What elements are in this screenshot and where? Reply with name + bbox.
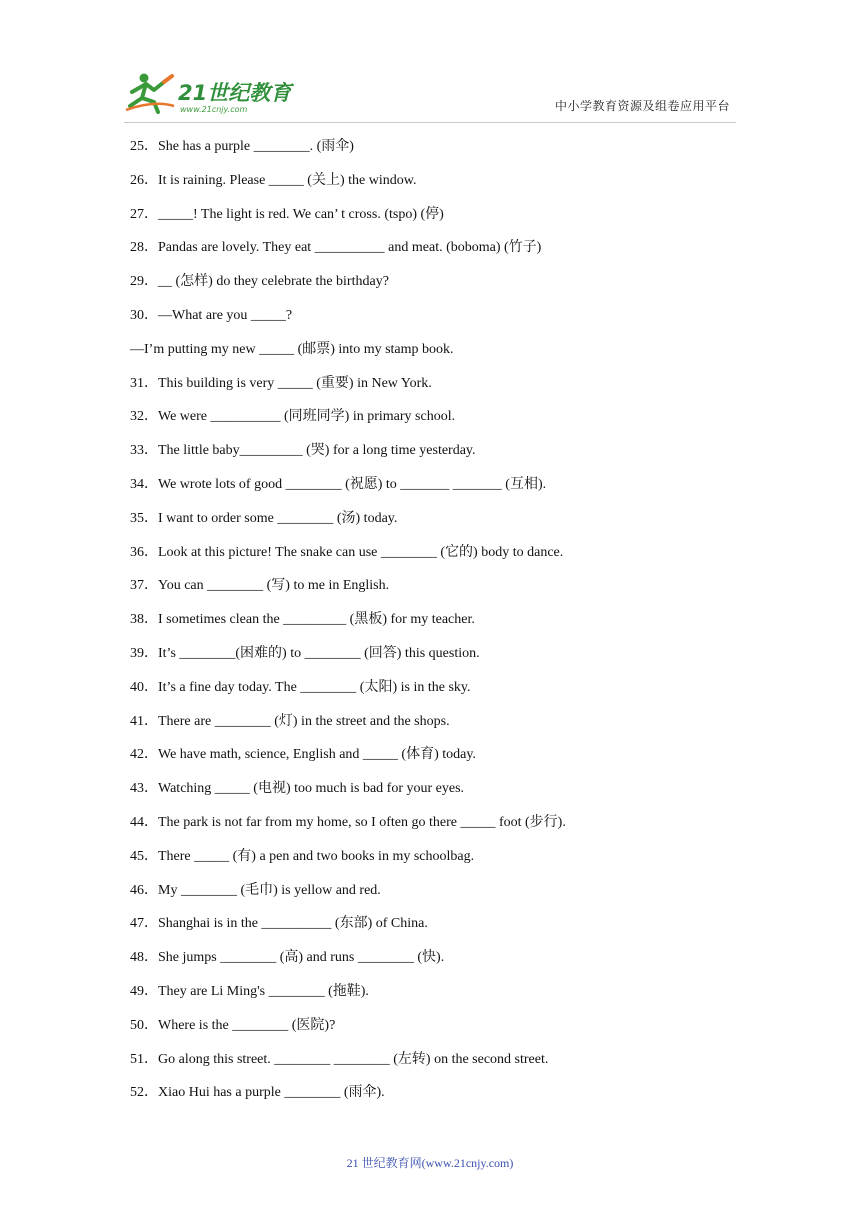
question-item: [130, 373, 740, 407]
question-item: [130, 136, 740, 170]
question-number: 51．: [130, 1051, 158, 1067]
question-text: There are ________ (灯) in the street and the shops.: [158, 713, 450, 729]
question-text: It’s a fine day today. The ________ (太阳) is in the sky.: [158, 679, 471, 695]
question-number: 25．: [130, 139, 158, 154]
question-number: 27．: [130, 206, 158, 222]
question-text: Go along this street. ________ ________ (左转) on the second street.: [158, 1051, 549, 1067]
question-number: 31．: [130, 375, 158, 391]
question-item: [130, 711, 740, 745]
question-item: [130, 237, 740, 271]
question-text: There _____ (有) a pen and two books in my schoolbag.: [158, 848, 475, 864]
question-item: [130, 474, 740, 508]
question-item: [130, 981, 740, 1015]
question-text: Where is the ________ (医院)?: [158, 1017, 336, 1033]
question-number: 34．: [130, 476, 158, 492]
question-item: [130, 643, 740, 677]
question-text: _____! The light is red. We can’ t cross. (tspo) (停): [158, 206, 444, 222]
question-text: Shanghai is in the __________ (东部) of China.: [158, 916, 428, 932]
site-logo: [124, 70, 294, 116]
question-text: This building is very _____ (重要) in New York.: [158, 375, 432, 391]
question-text: Xiao Hui has a purple ________ (雨伞).: [158, 1085, 385, 1101]
question-text: Watching _____ (电视) too much is bad for your eyes.: [158, 781, 465, 797]
question-text: My ________ (毛巾) is yellow and red.: [158, 882, 381, 898]
question-continuation: [130, 339, 740, 373]
question-number: 42．: [130, 747, 158, 763]
question-number: 50．: [130, 1017, 158, 1033]
question-text: It is raining. Please _____ (关上) the window.: [158, 172, 417, 188]
question-text: —What are you _____?: [158, 307, 293, 323]
question-number: 39．: [130, 645, 158, 661]
header-divider: [124, 122, 736, 123]
question-text: She jumps ________ (高) and runs ________ (快).: [158, 950, 445, 966]
question-item: [130, 204, 740, 238]
question-number: 43．: [130, 781, 158, 797]
question-text: We have math, science, English and _____ (体育) today.: [158, 747, 476, 763]
question-text: It’s ________(困难的) to ________ (回答) this question.: [158, 645, 480, 661]
question-item: [130, 271, 740, 305]
question-item: [130, 947, 740, 981]
question-number: 49．: [130, 983, 158, 999]
question-item: [130, 846, 740, 880]
question-number: 29．: [130, 274, 158, 290]
question-item: [130, 778, 740, 812]
question-number: 47．: [130, 916, 158, 932]
question-item: [130, 1082, 740, 1116]
question-text: The little baby_________ (哭) for a long time yesterday.: [158, 443, 476, 459]
question-text: I sometimes clean the _________ (黑板) for my teacher.: [158, 612, 475, 628]
question-number: 36．: [130, 544, 158, 560]
question-number: 30．: [130, 307, 158, 323]
question-item: [130, 170, 740, 204]
page-footer: 21 世纪教育网(www.21cnjy.com): [346, 1156, 514, 1170]
question-number: 48．: [130, 950, 158, 966]
question-number: 37．: [130, 578, 158, 594]
question-item: [130, 305, 740, 339]
platform-text: 中小学教育资源及组卷应用平台: [554, 99, 730, 113]
question-number: 28．: [130, 240, 158, 256]
question-item: [130, 542, 740, 576]
question-number: 40．: [130, 679, 158, 695]
question-text: They are Li Ming's ________ (拖鞋).: [158, 983, 369, 999]
question-number: 44．: [130, 814, 158, 830]
question-number: 45．: [130, 848, 158, 864]
svg-text:www.21cnjy.com: www.21cnjy.com: [180, 105, 248, 114]
question-text: —I’m putting my new _____ (邮票) into my stamp book.: [130, 341, 454, 357]
question-text: The park is not far from my home, so I often go there _____ foot (步行).: [158, 814, 566, 830]
question-item: [130, 440, 740, 474]
question-item: [130, 677, 740, 711]
question-item: [130, 508, 740, 542]
question-text: I want to order some ________ (汤) today.: [158, 510, 398, 526]
question-number: 32．: [130, 409, 158, 425]
question-number: 46．: [130, 882, 158, 898]
question-item: [130, 744, 740, 778]
question-item: [130, 812, 740, 846]
question-number: 35．: [130, 510, 158, 526]
question-text: She has a purple ________. (雨伞): [158, 139, 354, 154]
question-number: 52．: [130, 1085, 158, 1101]
svg-text:21世纪教育: 21世纪教育: [178, 81, 292, 105]
question-item: [130, 880, 740, 914]
question-list: [130, 136, 740, 1116]
question-text: Pandas are lovely. They eat __________ and meat. (boboma) (竹子): [158, 240, 542, 256]
question-item: [130, 575, 740, 609]
page-header: [0, 0, 860, 126]
question-text: We were __________ (同班同学) in primary school.: [158, 409, 456, 425]
question-item: [130, 1049, 740, 1083]
question-item: [130, 406, 740, 440]
question-number: 41．: [130, 713, 158, 729]
question-text: Look at this picture! The snake can use ________ (它的) body to dance.: [158, 544, 564, 560]
question-item: [130, 913, 740, 947]
question-text: We wrote lots of good ________ (祝愿) to _______ _______ (互相).: [158, 476, 547, 492]
question-text: __ (怎样) do they celebrate the birthday?: [158, 274, 389, 290]
question-number: 26．: [130, 172, 158, 188]
question-number: 38．: [130, 612, 158, 628]
question-number: 33．: [130, 443, 158, 459]
question-item: [130, 1015, 740, 1049]
question-text: You can ________ (写) to me in English.: [158, 578, 390, 594]
question-item: [130, 609, 740, 643]
